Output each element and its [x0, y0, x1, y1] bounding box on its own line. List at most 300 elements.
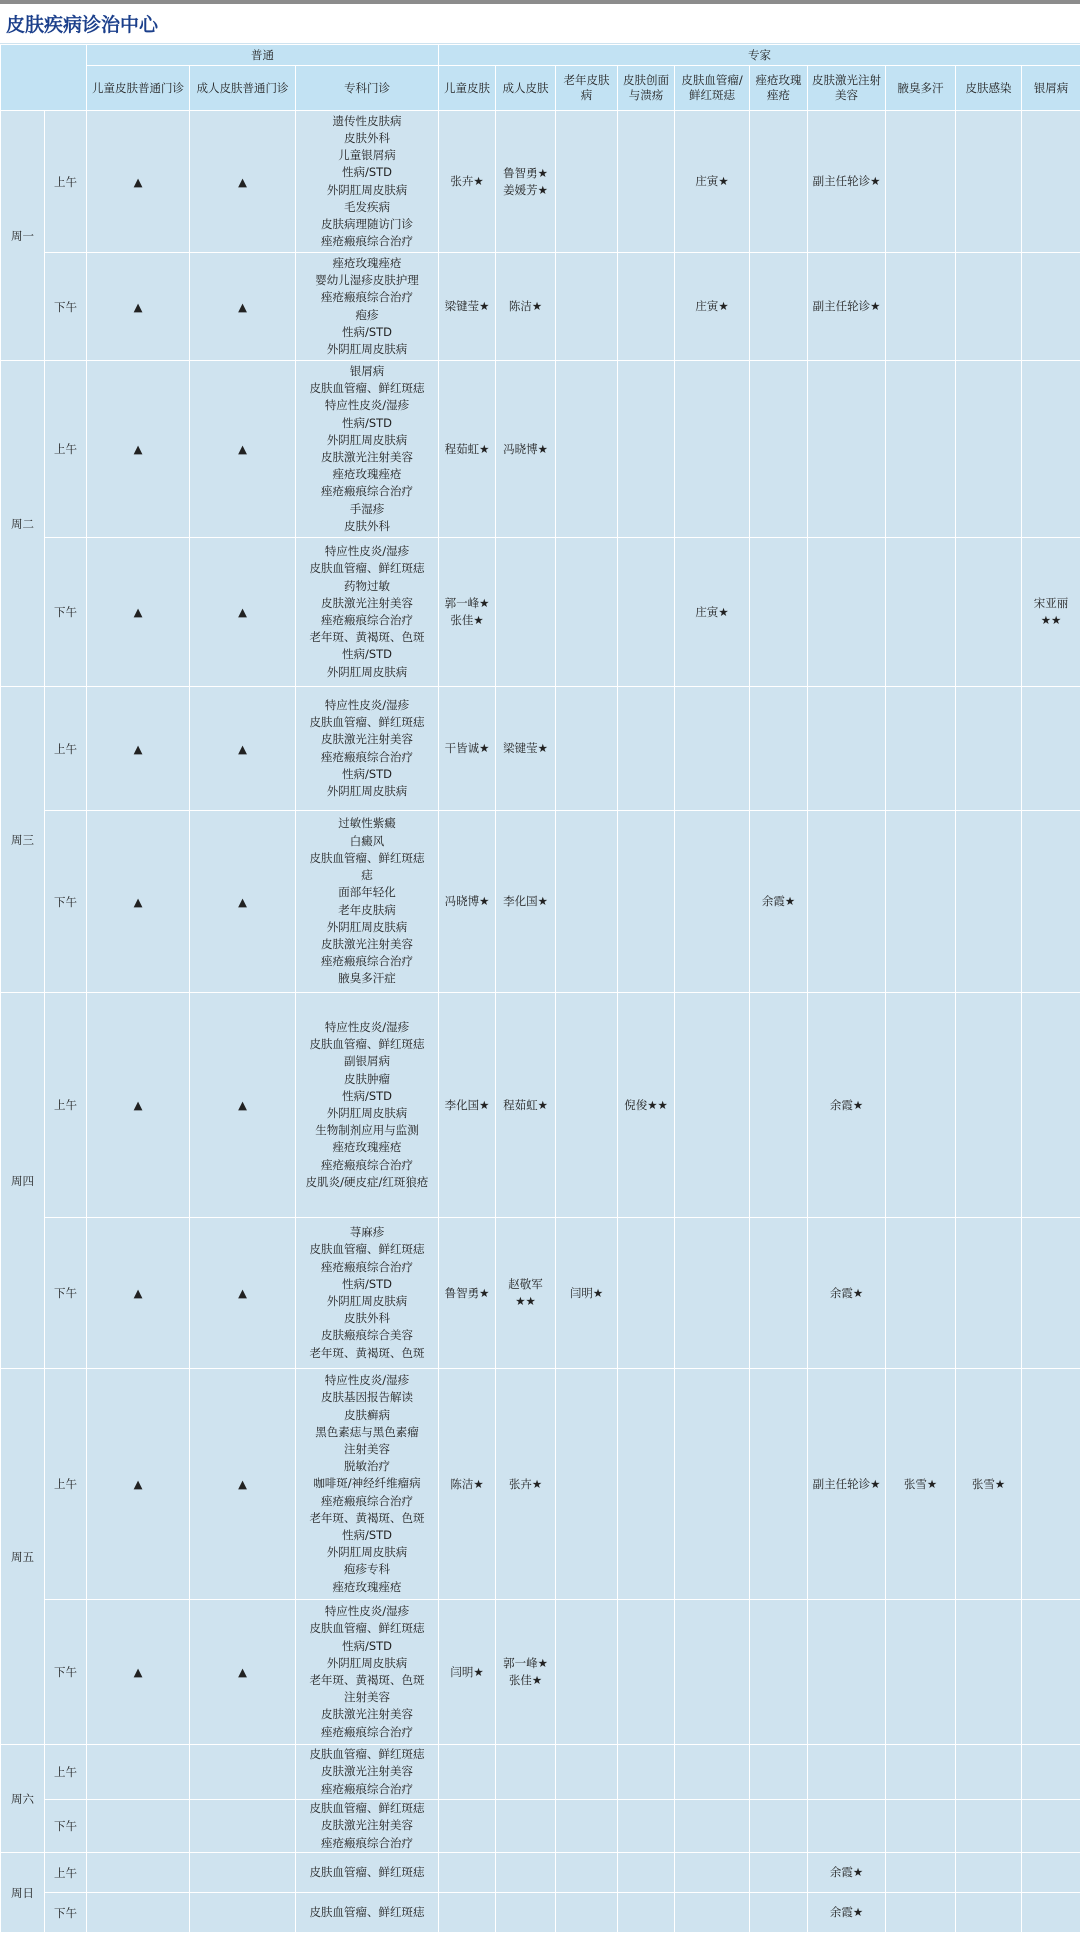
- expert-cell-hyperhidrosis: [886, 1800, 956, 1853]
- child-general-cell: [87, 1800, 190, 1853]
- expert-cell-hemangioma: [675, 1800, 750, 1853]
- expert-cell-acne-rosacea: [750, 1369, 808, 1600]
- specialty-item: 皮肤血管瘤、鲜红斑痣: [298, 1864, 436, 1881]
- specialty-item: 皮肤血管瘤、鲜红斑痣: [298, 714, 436, 731]
- specialty-item: 痤疮瘢痕综合治疗: [298, 1259, 436, 1276]
- specialty-item: 特应性皮炎/湿疹: [298, 543, 436, 560]
- child-general-cell: ▲: [87, 811, 190, 993]
- schedule-body: [1, 111, 1080, 1933]
- specialty-item: 痤疮瘢痕综合治疗: [298, 612, 436, 629]
- page-title: 皮肤疾病诊治中心: [6, 10, 158, 37]
- child-general-cell: [87, 1853, 190, 1893]
- expert-cell-wound-ulcer: [618, 687, 675, 811]
- table-row: [1, 811, 1080, 993]
- expert-cell-skin-infection: [956, 111, 1022, 253]
- specialty-cell: [296, 993, 439, 1218]
- specialty-cell: [296, 687, 439, 811]
- expert-cell-laser-cosmetic: [808, 1800, 886, 1853]
- expert-cell-elderly-skin: [556, 253, 618, 361]
- expert-cell-wound-ulcer: [618, 538, 675, 687]
- doctor-name: 宋亚丽★★: [1024, 595, 1078, 629]
- expert-cell-wound-ulcer: [618, 1369, 675, 1600]
- expert-cell-psoriasis: [1022, 1853, 1080, 1893]
- specialty-cell: [296, 1600, 439, 1745]
- table-row: [1, 1800, 1080, 1853]
- specialty-item: 皮肤血管瘤、鲜红斑痣: [298, 1746, 436, 1763]
- expert-cell-child-skin: [439, 1853, 496, 1893]
- expert-cell-hemangioma: [675, 538, 750, 687]
- day-cell: 周二: [1, 361, 45, 687]
- doctor-name: 张雪★: [958, 1476, 1019, 1493]
- table-row: [1, 361, 1080, 538]
- expert-cell-psoriasis: [1022, 111, 1080, 253]
- expert-cell-adult-skin: [496, 253, 556, 361]
- doctor-name: 余霞★: [810, 1285, 883, 1302]
- period-cell: 下午: [45, 1218, 87, 1369]
- specialty-item: 毛发疾病: [298, 199, 436, 216]
- adult-general-cell: ▲: [190, 1218, 296, 1369]
- specialty-item: 皮肤激光注射美容: [298, 1817, 436, 1834]
- expert-cell-laser-cosmetic: [808, 361, 886, 538]
- specialty-item: 皮肤血管瘤、鲜红斑痣: [298, 560, 436, 577]
- expert-cell-child-skin: [439, 538, 496, 687]
- specialty-item: 遗传性皮肤病: [298, 113, 436, 130]
- col-hemangioma: 皮肤血管瘤/鲜红斑痣: [675, 66, 750, 111]
- doctor-name: 干皆诚★: [441, 740, 493, 757]
- specialty-item: 外阴肛周皮肤病: [298, 919, 436, 936]
- specialty-item: 痤疮瘢痕综合治疗: [298, 289, 436, 306]
- day-cell: 周四: [1, 993, 45, 1369]
- doctor-name: 张卉★: [441, 173, 493, 190]
- expert-cell-elderly-skin: [556, 1893, 618, 1933]
- expert-cell-wound-ulcer: [618, 1218, 675, 1369]
- specialty-item: 荨麻疹: [298, 1224, 436, 1241]
- expert-cell-skin-infection: [956, 1218, 1022, 1369]
- specialty-item: 外阴肛周皮肤病: [298, 432, 436, 449]
- specialty-item: 外阴肛周皮肤病: [298, 1105, 436, 1122]
- doctor-name: 闫明★: [558, 1285, 615, 1302]
- specialty-item: 皮肤激光注射美容: [298, 449, 436, 466]
- expert-cell-hemangioma: [675, 1853, 750, 1893]
- specialty-item: 外阴肛周皮肤病: [298, 1293, 436, 1310]
- doctor-name: 倪俊★★: [620, 1097, 672, 1114]
- adult-general-cell: [190, 1800, 296, 1853]
- expert-cell-hyperhidrosis: [886, 811, 956, 993]
- expert-cell-acne-rosacea: [750, 1745, 808, 1800]
- adult-general-cell: ▲: [190, 111, 296, 253]
- specialty-item: 老年斑、黄褐斑、色斑: [298, 629, 436, 646]
- expert-cell-hemangioma: [675, 1369, 750, 1600]
- expert-cell-psoriasis: [1022, 538, 1080, 687]
- specialty-item: 性病/STD: [298, 1527, 436, 1544]
- expert-cell-hyperhidrosis: [886, 538, 956, 687]
- specialty-cell: [296, 538, 439, 687]
- adult-general-cell: ▲: [190, 811, 296, 993]
- table-row: [1, 253, 1080, 361]
- expert-cell-laser-cosmetic: [808, 811, 886, 993]
- doctor-name: 赵敬军★★: [498, 1276, 553, 1310]
- expert-cell-adult-skin: [496, 1745, 556, 1800]
- specialty-item: 痤疮玫瑰痤疮: [298, 1579, 436, 1596]
- doctor-name: 庄寅★: [677, 173, 747, 190]
- doctor-name: 程茹虹★: [441, 441, 493, 458]
- expert-cell-laser-cosmetic: [808, 993, 886, 1218]
- expert-cell-child-skin: [439, 361, 496, 538]
- specialty-item: 皮肤激光注射美容: [298, 936, 436, 953]
- specialty-item: 痤疮瘢痕综合治疗: [298, 749, 436, 766]
- specialty-item: 痤疮瘢痕综合治疗: [298, 483, 436, 500]
- expert-cell-laser-cosmetic: [808, 538, 886, 687]
- specialty-item: 外阴肛周皮肤病: [298, 182, 436, 199]
- doctor-name: 梁键莹★: [498, 740, 553, 757]
- expert-cell-laser-cosmetic: [808, 1369, 886, 1600]
- expert-cell-wound-ulcer: [618, 111, 675, 253]
- expert-cell-elderly-skin: [556, 1800, 618, 1853]
- day-cell: 周日: [1, 1853, 45, 1933]
- expert-cell-acne-rosacea: [750, 538, 808, 687]
- child-general-cell: [87, 1745, 190, 1800]
- day-cell: 周六: [1, 1745, 45, 1853]
- specialty-item: 皮肤激光注射美容: [298, 595, 436, 612]
- specialty-item: 婴幼儿湿疹皮肤护理: [298, 272, 436, 289]
- expert-cell-hyperhidrosis: [886, 1218, 956, 1369]
- specialty-item: 皮肤外科: [298, 1310, 436, 1327]
- expert-cell-skin-infection: [956, 253, 1022, 361]
- expert-cell-elderly-skin: [556, 538, 618, 687]
- expert-cell-psoriasis: [1022, 1800, 1080, 1853]
- expert-cell-skin-infection: [956, 687, 1022, 811]
- expert-cell-hemangioma: [675, 361, 750, 538]
- doctor-name: 梁键莹★: [441, 298, 493, 315]
- specialty-item: 儿童银屑病: [298, 147, 436, 164]
- doctor-name: 鲁智勇★: [441, 1285, 493, 1302]
- expert-cell-hyperhidrosis: [886, 1369, 956, 1600]
- specialty-item: 皮肤激光注射美容: [298, 1706, 436, 1723]
- specialty-item: 外阴肛周皮肤病: [298, 1655, 436, 1672]
- specialty-item: 特应性皮炎/湿疹: [298, 697, 436, 714]
- specialty-item: 疱疹专科: [298, 1561, 436, 1578]
- expert-cell-hemangioma: [675, 253, 750, 361]
- expert-cell-psoriasis: [1022, 1745, 1080, 1800]
- expert-cell-skin-infection: [956, 1800, 1022, 1853]
- specialty-item: 副银屑病: [298, 1053, 436, 1070]
- period-cell: 上午: [45, 1853, 87, 1893]
- specialty-item: 痤疮瘢痕综合治疗: [298, 1835, 436, 1852]
- expert-cell-adult-skin: [496, 687, 556, 811]
- specialty-item: 特应性皮炎/湿疹: [298, 1603, 436, 1620]
- expert-cell-adult-skin: [496, 1853, 556, 1893]
- header-row-groups: [1, 45, 1080, 66]
- period-cell: 下午: [45, 1893, 87, 1933]
- specialty-item: 老年斑、黄褐斑、色斑: [298, 1510, 436, 1527]
- doctor-name: 闫明★: [441, 1664, 493, 1681]
- specialty-cell: [296, 253, 439, 361]
- period-cell: 上午: [45, 111, 87, 253]
- expert-cell-skin-infection: [956, 361, 1022, 538]
- expert-cell-hyperhidrosis: [886, 1745, 956, 1800]
- specialty-cell: [296, 1893, 439, 1933]
- specialty-item: 特应性皮炎/湿疹: [298, 1372, 436, 1389]
- period-cell: 下午: [45, 538, 87, 687]
- expert-cell-wound-ulcer: [618, 253, 675, 361]
- expert-cell-child-skin: [439, 811, 496, 993]
- col-wound-ulcer: 皮肤创面与溃疡: [618, 66, 675, 111]
- specialty-item: 特应性皮炎/湿疹: [298, 397, 436, 414]
- doctor-name: 郭一峰★: [498, 1655, 553, 1672]
- specialty-item: 皮肤血管瘤、鲜红斑痣: [298, 1904, 436, 1921]
- expert-cell-child-skin: [439, 1600, 496, 1745]
- expert-cell-adult-skin: [496, 1369, 556, 1600]
- child-general-cell: ▲: [87, 111, 190, 253]
- child-general-cell: ▲: [87, 687, 190, 811]
- specialty-item: 疱疹: [298, 307, 436, 324]
- child-general-cell: ▲: [87, 993, 190, 1218]
- col-child-general: 儿童皮肤普通门诊: [87, 66, 190, 111]
- expert-cell-adult-skin: [496, 111, 556, 253]
- period-cell: 下午: [45, 1800, 87, 1853]
- period-cell: 上午: [45, 687, 87, 811]
- expert-cell-laser-cosmetic: [808, 1893, 886, 1933]
- specialty-item: 性病/STD: [298, 415, 436, 432]
- expert-cell-hemangioma: [675, 687, 750, 811]
- expert-cell-child-skin: [439, 687, 496, 811]
- expert-cell-laser-cosmetic: [808, 687, 886, 811]
- specialty-item: 皮肤外科: [298, 130, 436, 147]
- specialty-item: 生物制剂应用与监测: [298, 1122, 436, 1139]
- doctor-name: 庄寅★: [677, 604, 747, 621]
- specialty-cell: [296, 811, 439, 993]
- expert-cell-hyperhidrosis: [886, 687, 956, 811]
- doctor-name: 庄寅★: [677, 298, 747, 315]
- col-acne-rosacea: 痤疮玫瑰痤疮: [750, 66, 808, 111]
- expert-cell-wound-ulcer: [618, 1853, 675, 1893]
- expert-cell-acne-rosacea: [750, 1218, 808, 1369]
- specialty-item: 皮肤血管瘤、鲜红斑痣: [298, 1620, 436, 1637]
- specialty-item: 老年斑、黄褐斑、色斑: [298, 1345, 436, 1362]
- specialty-item: 老年皮肤病: [298, 902, 436, 919]
- specialty-item: 性病/STD: [298, 1276, 436, 1293]
- specialty-item: 特应性皮炎/湿疹: [298, 1019, 436, 1036]
- expert-cell-adult-skin: [496, 1800, 556, 1853]
- expert-cell-elderly-skin: [556, 1600, 618, 1745]
- doctor-name: 鲁智勇★: [498, 165, 553, 182]
- expert-cell-skin-infection: [956, 1600, 1022, 1745]
- specialty-item: 皮肤血管瘤、鲜红斑痣: [298, 1036, 436, 1053]
- expert-cell-laser-cosmetic: [808, 253, 886, 361]
- specialty-item: 痤疮瘢痕综合治疗: [298, 233, 436, 250]
- expert-cell-skin-infection: [956, 538, 1022, 687]
- specialty-item: 手湿疹: [298, 501, 436, 518]
- expert-cell-acne-rosacea: [750, 1800, 808, 1853]
- specialty-cell: [296, 361, 439, 538]
- doctor-name: 副主任轮诊★: [810, 1476, 883, 1493]
- expert-cell-adult-skin: [496, 538, 556, 687]
- adult-general-cell: ▲: [190, 538, 296, 687]
- specialty-cell: [296, 111, 439, 253]
- expert-cell-adult-skin: [496, 993, 556, 1218]
- expert-cell-hyperhidrosis: [886, 111, 956, 253]
- specialty-item: 黑色素痣与黑色素瘤: [298, 1424, 436, 1441]
- specialty-item: 皮肤外科: [298, 518, 436, 535]
- specialty-item: 痤疮瘢痕综合治疗: [298, 953, 436, 970]
- expert-cell-psoriasis: [1022, 253, 1080, 361]
- expert-cell-laser-cosmetic: [808, 1853, 886, 1893]
- specialty-item: 皮肤激光注射美容: [298, 1763, 436, 1780]
- expert-cell-hyperhidrosis: [886, 1893, 956, 1933]
- adult-general-cell: ▲: [190, 1369, 296, 1600]
- title-bar: [0, 4, 1080, 44]
- expert-cell-laser-cosmetic: [808, 1218, 886, 1369]
- specialty-cell: [296, 1800, 439, 1853]
- expert-cell-wound-ulcer: [618, 1893, 675, 1933]
- col-adult-skin: 成人皮肤: [496, 66, 556, 111]
- doctor-name: 冯晓博★: [441, 893, 493, 910]
- adult-general-cell: ▲: [190, 361, 296, 538]
- specialty-item: 皮肤瘢痕综合美容: [298, 1327, 436, 1344]
- table-row: [1, 1369, 1080, 1600]
- table-row: [1, 1893, 1080, 1933]
- doctor-name: 余霞★: [810, 1097, 883, 1114]
- specialty-item: 皮肤癣病: [298, 1407, 436, 1424]
- expert-cell-hemangioma: [675, 1745, 750, 1800]
- child-general-cell: ▲: [87, 1369, 190, 1600]
- expert-cell-laser-cosmetic: [808, 1600, 886, 1745]
- specialty-item: 痤疮瘢痕综合治疗: [298, 1724, 436, 1741]
- specialty-item: 痤疮瘢痕综合治疗: [298, 1493, 436, 1510]
- expert-cell-hyperhidrosis: [886, 1853, 956, 1893]
- period-cell: 下午: [45, 811, 87, 993]
- expert-cell-psoriasis: [1022, 1218, 1080, 1369]
- expert-cell-acne-rosacea: [750, 687, 808, 811]
- specialty-item: 注射美容: [298, 1441, 436, 1458]
- doctor-name: 陈洁★: [498, 298, 553, 315]
- expert-cell-skin-infection: [956, 993, 1022, 1218]
- expert-cell-elderly-skin: [556, 811, 618, 993]
- doctor-name: 陈洁★: [441, 1476, 493, 1493]
- header-row-columns: [1, 66, 1080, 111]
- specialty-cell: [296, 1745, 439, 1800]
- specialty-item: 腋臭多汗症: [298, 970, 436, 987]
- doctor-name: 程茹虹★: [498, 1097, 553, 1114]
- period-cell: 上午: [45, 1745, 87, 1800]
- table-row: [1, 538, 1080, 687]
- expert-cell-child-skin: [439, 1893, 496, 1933]
- specialty-item: 性病/STD: [298, 646, 436, 663]
- expert-cell-adult-skin: [496, 361, 556, 538]
- expert-cell-acne-rosacea: [750, 253, 808, 361]
- adult-general-cell: ▲: [190, 1600, 296, 1745]
- table-row: [1, 993, 1080, 1218]
- table-row: [1, 111, 1080, 253]
- expert-cell-laser-cosmetic: [808, 1745, 886, 1800]
- expert-cell-child-skin: [439, 253, 496, 361]
- expert-cell-adult-skin: [496, 1600, 556, 1745]
- expert-cell-wound-ulcer: [618, 361, 675, 538]
- col-psoriasis: 银屑病: [1022, 66, 1080, 111]
- expert-cell-adult-skin: [496, 1218, 556, 1369]
- expert-cell-hyperhidrosis: [886, 993, 956, 1218]
- expert-cell-wound-ulcer: [618, 1745, 675, 1800]
- specialty-item: 皮肤病理随访门诊: [298, 216, 436, 233]
- expert-cell-adult-skin: [496, 1893, 556, 1933]
- specialty-item: 痣: [298, 867, 436, 884]
- period-cell: 下午: [45, 253, 87, 361]
- expert-cell-elderly-skin: [556, 1853, 618, 1893]
- doctor-name: 张卉★: [498, 1476, 553, 1493]
- doctor-name: 李化国★: [498, 893, 553, 910]
- col-child-skin: 儿童皮肤: [439, 66, 496, 111]
- specialty-item: 痤疮玫瑰痤疮: [298, 466, 436, 483]
- expert-cell-hyperhidrosis: [886, 361, 956, 538]
- specialty-cell: [296, 1218, 439, 1369]
- expert-cell-wound-ulcer: [618, 993, 675, 1218]
- expert-cell-elderly-skin: [556, 111, 618, 253]
- specialty-item: 性病/STD: [298, 164, 436, 181]
- specialty-item: 面部年轻化: [298, 884, 436, 901]
- specialty-item: 皮肤血管瘤、鲜红斑痣: [298, 1241, 436, 1258]
- expert-cell-hemangioma: [675, 1218, 750, 1369]
- adult-general-cell: ▲: [190, 687, 296, 811]
- adult-general-cell: [190, 1853, 296, 1893]
- expert-cell-acne-rosacea: [750, 993, 808, 1218]
- specialty-item: 药物过敏: [298, 578, 436, 595]
- doctor-name: 姜媛芳★: [498, 182, 553, 199]
- table-row: [1, 1853, 1080, 1893]
- col-adult-general: 成人皮肤普通门诊: [190, 66, 296, 111]
- specialty-item: 性病/STD: [298, 1638, 436, 1655]
- expert-cell-hyperhidrosis: [886, 253, 956, 361]
- expert-cell-child-skin: [439, 1745, 496, 1800]
- adult-general-cell: [190, 1745, 296, 1800]
- expert-cell-psoriasis: [1022, 1893, 1080, 1933]
- specialty-item: 皮肤肿瘤: [298, 1071, 436, 1088]
- period-cell: 上午: [45, 1369, 87, 1600]
- table-row: [1, 1218, 1080, 1369]
- child-general-cell: [87, 1893, 190, 1933]
- doctor-name: 余霞★: [752, 893, 805, 910]
- expert-cell-laser-cosmetic: [808, 111, 886, 253]
- expert-cell-psoriasis: [1022, 811, 1080, 993]
- expert-cell-hemangioma: [675, 811, 750, 993]
- expert-cell-adult-skin: [496, 811, 556, 993]
- expert-cell-wound-ulcer: [618, 811, 675, 993]
- specialty-item: 痤疮瘢痕综合治疗: [298, 1157, 436, 1174]
- doctor-name: 余霞★: [810, 1904, 883, 1921]
- table-row: [1, 687, 1080, 811]
- expert-cell-hyperhidrosis: [886, 1600, 956, 1745]
- child-general-cell: ▲: [87, 361, 190, 538]
- specialty-item: 外阴肛周皮肤病: [298, 783, 436, 800]
- doctor-name: 张雪★: [888, 1476, 953, 1493]
- expert-cell-skin-infection: [956, 811, 1022, 993]
- specialty-item: 痤疮玫瑰痤疮: [298, 1139, 436, 1156]
- col-elderly-skin: 老年皮肤病: [556, 66, 618, 111]
- col-hyperhidrosis: 腋臭多汗: [886, 66, 956, 111]
- specialty-item: 皮肤基因报告解读: [298, 1389, 436, 1406]
- specialty-item: 皮肤血管瘤、鲜红斑痣: [298, 380, 436, 397]
- expert-cell-psoriasis: [1022, 993, 1080, 1218]
- specialty-item: 皮肤激光注射美容: [298, 731, 436, 748]
- specialty-item: 外阴肛周皮肤病: [298, 341, 436, 358]
- header-corner: [1, 45, 87, 111]
- expert-cell-elderly-skin: [556, 1218, 618, 1369]
- child-general-cell: ▲: [87, 253, 190, 361]
- day-cell: 周五: [1, 1369, 45, 1745]
- expert-cell-child-skin: [439, 993, 496, 1218]
- adult-general-cell: ▲: [190, 253, 296, 361]
- doctor-name: 副主任轮诊★: [810, 173, 883, 190]
- expert-cell-child-skin: [439, 1369, 496, 1600]
